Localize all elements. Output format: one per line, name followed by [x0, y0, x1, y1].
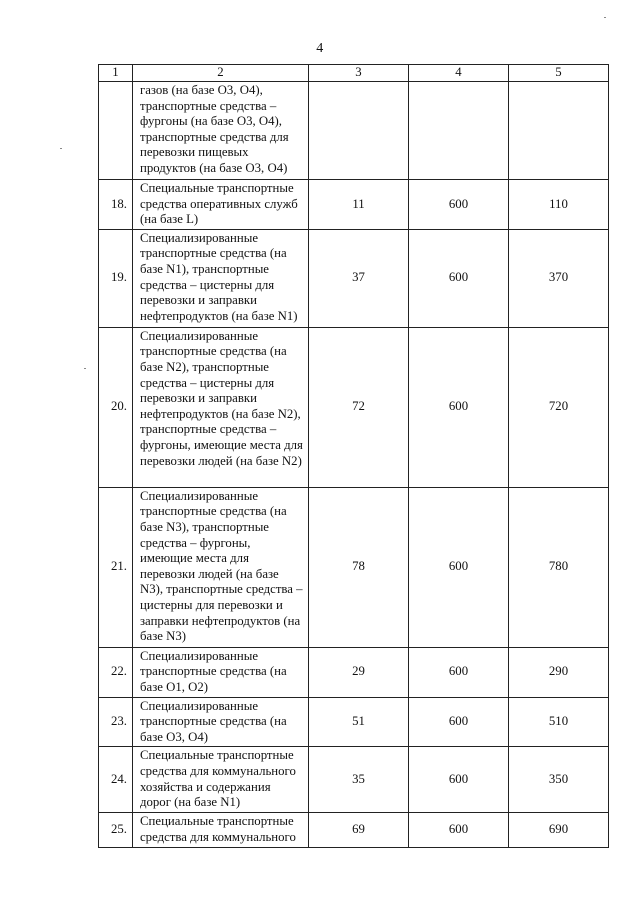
table-row: [99, 813, 609, 847]
row-value-col4: 600: [409, 180, 509, 230]
row-value-col4: 600: [409, 327, 509, 487]
row-value-col5: 780: [509, 487, 609, 647]
row-value-col3: 69: [309, 813, 409, 847]
data-table: [98, 64, 609, 848]
row-value-col4: 600: [409, 487, 509, 647]
row-number: 24.: [99, 747, 133, 813]
column-header-2: 2: [133, 65, 309, 82]
row-description: Специализированные транспортные средства (на базе N2), транспортные средства – цистерны для перевозки и заправки нефтепродуктов (на базе N2), транспортные средства – фургоны, имеющие места для перевозки людей (на базе N2): [133, 327, 309, 487]
row-value-col3: 37: [309, 229, 409, 327]
table-row: [99, 82, 609, 180]
row-description: Специализированные транспортные средства (на базе N3), транспортные средства – фургоны, имеющие места для перевозки людей (на базе N3), транспортные средства – цистерны для перевозки и заправки нефтепродуктов (на базе N3): [133, 487, 309, 647]
row-description: Специальные транспортные средства оперативных служб (на базе L): [133, 180, 309, 230]
row-value-col5: 370: [509, 229, 609, 327]
row-value-col4: 600: [409, 697, 509, 747]
row-value-col3: 11: [309, 180, 409, 230]
row-value-col5: 510: [509, 697, 609, 747]
table-row: [99, 697, 609, 747]
scan-speck: [84, 368, 86, 369]
scan-speck: [60, 148, 62, 149]
row-value-col3: [309, 82, 409, 180]
row-value-col3: 51: [309, 697, 409, 747]
row-value-col3: 78: [309, 487, 409, 647]
scan-speck: [604, 17, 606, 18]
row-value-col3: 72: [309, 327, 409, 487]
table-row: [99, 180, 609, 230]
row-value-col4: 600: [409, 813, 509, 847]
row-value-col5: 690: [509, 813, 609, 847]
row-description: Специализированные транспортные средства (на базе О3, О4): [133, 697, 309, 747]
row-value-col5: [509, 82, 609, 180]
page-number: 4: [316, 41, 324, 56]
table-row: [99, 747, 609, 813]
row-value-col4: 600: [409, 647, 509, 697]
row-description: Специальные транспортные средства для коммунального: [133, 813, 309, 847]
table-row: [99, 327, 609, 487]
row-value-col5: 110: [509, 180, 609, 230]
row-value-col3: 35: [309, 747, 409, 813]
row-value-col5: 290: [509, 647, 609, 697]
row-value-col4: 600: [409, 747, 509, 813]
column-header-4: 4: [409, 65, 509, 82]
table-row: [99, 647, 609, 697]
row-value-col5: 720: [509, 327, 609, 487]
row-description: газов (на базе О3, О4), транспортные средства – фургоны (на базе О3, О4), транспортные средства для перевозки пищевых продуктов (на базе О3, О4): [133, 82, 309, 180]
row-description: Специализированные транспортные средства (на базе N1), транспортные средства – цистерны для перевозки и заправки нефтепродуктов (на базе N1): [133, 229, 309, 327]
table-row: [99, 487, 609, 647]
column-header-1: 1: [99, 65, 133, 82]
row-value-col5: 350: [509, 747, 609, 813]
row-value-col4: [409, 82, 509, 180]
row-number: 20.: [99, 327, 133, 487]
row-value-col3: 29: [309, 647, 409, 697]
row-number: [99, 82, 133, 180]
row-number: 25.: [99, 813, 133, 847]
row-number: 19.: [99, 229, 133, 327]
table-row: [99, 229, 609, 327]
column-header-5: 5: [509, 65, 609, 82]
row-number: 18.: [99, 180, 133, 230]
table-header-row: [99, 65, 609, 82]
row-number: 21.: [99, 487, 133, 647]
row-number: 23.: [99, 697, 133, 747]
row-value-col4: 600: [409, 229, 509, 327]
row-description: Специальные транспортные средства для коммунального хозяйства и содержания дорог (на базе N1): [133, 747, 309, 813]
row-number: 22.: [99, 647, 133, 697]
row-description: Специализированные транспортные средства (на базе О1, О2): [133, 647, 309, 697]
column-header-3: 3: [309, 65, 409, 82]
